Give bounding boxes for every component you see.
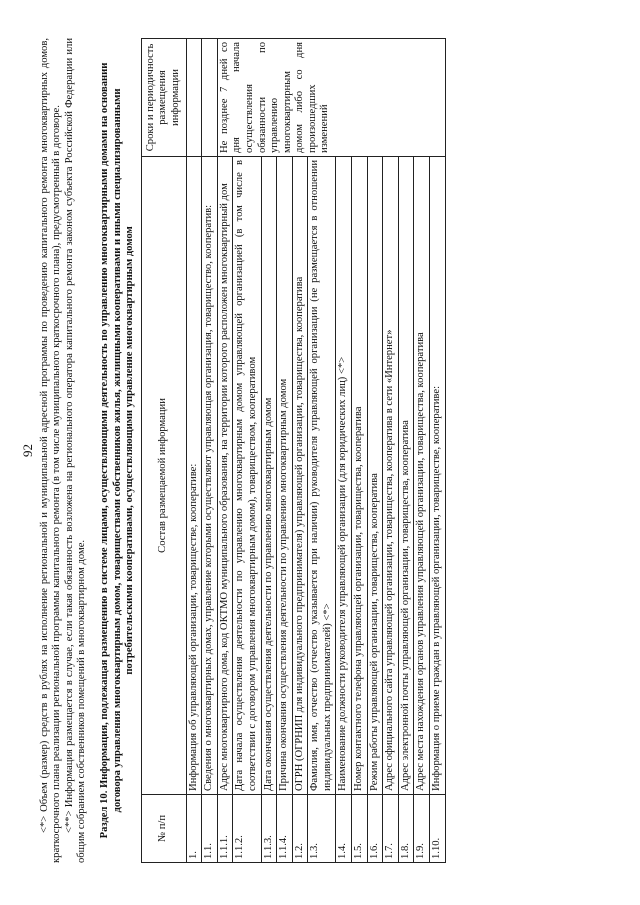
row-text: Адрес официального сайта управляющей организации, товарищества, кооператива в сети «Интернет» [383,157,399,795]
header-term: Сроки и периодичность размещения информации [141,39,186,157]
row-number: 1.1.4. [277,795,293,863]
row-text: Адрес места нахождения органов управления управляющей организации, товарищества, кооператива [414,157,430,795]
table-row [414,39,430,863]
table-row [202,39,218,863]
header-number: № п/п [141,795,186,863]
row-number: 1.8. [398,795,414,863]
table-row [292,39,308,863]
row-text: Наименование должности руководителя управляющей организации (для юридических лиц) <*> [336,157,352,795]
page-number: 92 [20,444,35,457]
information-table [141,38,446,863]
table-row [398,39,414,863]
row-text: Информация об управляющей организации, товариществе, кооперативе: [186,157,202,795]
row-number: 1.7. [383,795,399,863]
table-row [186,39,202,863]
row-number: 1.1. [202,795,218,863]
row-number: 1.6. [367,795,383,863]
table-row [261,39,277,863]
row-text: Адрес электронной почты управляющей организации, товарищества, кооператива [398,157,414,795]
row-text: Информация о приеме граждан в управляющей организации, товариществе, кооперативе: [430,157,446,795]
row-number: 1.4. [336,795,352,863]
table-row [383,39,399,863]
row-number: 1.1.2. [233,795,261,863]
row-number: 1.2. [292,795,308,863]
row-number: 1.1.3. [261,795,277,863]
row-number: 1.3. [308,795,336,863]
table-row [308,39,336,863]
term-cell [186,39,202,157]
row-text: Дата окончания осуществления деятельности по управлению многоквартирным домом [261,157,277,795]
row-text: Дата начала осуществления деятельности по управлению многоквартирным домом управляющей организацией (в том числе в соответствии с договором управления многоквартирным домом), товариществом, кооперативом [233,157,261,795]
table-row [367,39,383,863]
table-header-row [141,39,186,863]
table-row [277,39,293,863]
footnote-1: <*> Объем (размер) средств в рублях на исполнение региональной и муниципальной адресной программы по проведению капитального ремонта многоквартирных домов, краткосрочного плана реализации региональной программы капитального ремонта (в том числе муниципального краткосрочного плана), предусмотренный в договоре. [38,38,63,863]
footnote-2: <**> Информация размещается в случае, если такая обязанность возложена на регионального оператора капитального ремонта законом субъекта Российской Федерации или общим собранием собственников помещений в многоквартирном доме. [63,38,88,863]
table-row [233,39,261,863]
term-cell-merged: Не позднее 7 дней со дня начала осуществления обязанности по управлению многоквартирным домом либо со дня произошедших изменений [217,39,445,157]
table-row [352,39,368,863]
table-row [430,39,446,863]
section-title: Раздел 10. Информация, подлежащая размещению в системе лицами, осуществляющими деятельность по управлению многоквартирными домами на основании договора управления многоквартирным домом, товариществами собственников жилья, жилищными кооперативами и иными специализированными потребительскими кооперативами, осуществляющими управление многоквартирным домом [98,62,136,839]
row-text: Фамилия, имя, отчество (отчество указывается при наличии) руководителя управляющей организации (не размещается в отношении индивидуальных предпринимателей) <*> [308,157,336,795]
header-content: Состав размещаемой информации [141,157,186,795]
row-text: ОГРН (ОГРНИП для индивидуального предпринимателя) управляющей организации, товарищества, кооператива [292,157,308,795]
row-number: 1. [186,795,202,863]
row-text: Режим работы управляющей организации, товарищества, кооператива [367,157,383,795]
term-cell [202,39,218,157]
row-text: Адрес многоквартирного дома, код ОКТМО муниципального образования, на территории которого расположен многоквартирный дом [217,157,233,795]
row-text: Причина окончания осуществления деятельности по управлению многоквартирным домом [277,157,293,795]
row-number: 1.1.1. [217,795,233,863]
row-number: 1.5. [352,795,368,863]
row-text: Номер контактного телефона управляющей организации, товарищества, кооператива [352,157,368,795]
row-number: 1.9. [414,795,430,863]
row-text: Сведения о многоквартирных домах, управление которыми осуществляют управляющая организация, товарищество, кооператив: [202,157,218,795]
table-row [217,39,233,863]
row-number: 1.10. [430,795,446,863]
table-row [336,39,352,863]
